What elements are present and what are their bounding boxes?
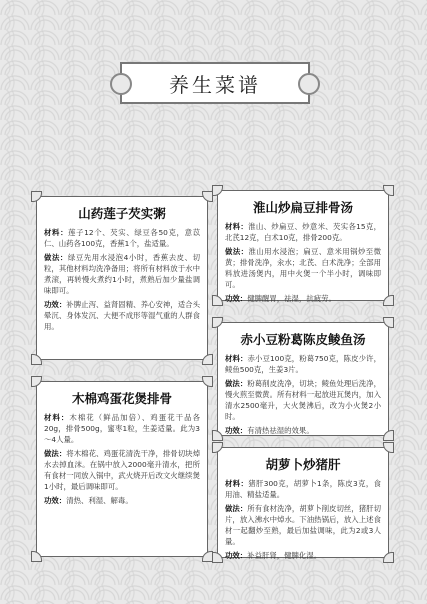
- para-text: 莲子12个、芡实、绿豆各50克，意苡仁、山药各100克，香蕉1个，盐适量。: [44, 228, 200, 248]
- corner-ornament: [202, 376, 213, 387]
- para-label: 功效：: [44, 496, 67, 505]
- recipe-title: 胡萝卜炒猪肝: [265, 457, 341, 472]
- corner-ornament: [212, 185, 223, 196]
- para-text: 粉葛削皮洗净，切块；鲮鱼处理后洗净，慢火煎至微黄。所有材料一起放进瓦煲内，加入清水2500毫升，大火煲沸后，改为小火煲2小时。: [225, 379, 381, 421]
- para-text: 木棉花（鲜品加倍）、鸡蛋花干品各20g，排骨500g，蜜枣1粒，生姜适量。此为3～4人量。: [44, 413, 200, 444]
- method-paragraph: [225, 378, 381, 422]
- method-paragraph: [44, 448, 200, 492]
- page-title-frame: [120, 62, 310, 104]
- benefits-paragraph: [225, 293, 381, 304]
- para-text: 将木棉花、鸡蛋花清洗干净，排骨切块焯水去掉血沫。在锅中放入2000毫升清水，把所有食材一同放入锅中，武火烧开后改文火继续煲1小时，最后调味即可。: [44, 449, 200, 491]
- corner-ornament: [383, 185, 394, 196]
- para-label: 做法：: [225, 247, 249, 256]
- ingredients-paragraph: [225, 353, 381, 375]
- para-text: 补益肝肾，健脾化湿。: [247, 551, 322, 560]
- method-paragraph: [225, 246, 381, 290]
- para-text: 有清热祛湿的效果。: [247, 426, 314, 435]
- benefits-paragraph: [225, 550, 381, 561]
- para-label: 材料：: [44, 413, 70, 422]
- para-text: 淮山、炒扁豆、炒意米、芡实各15克，北芪12克，白术10克，排骨200克。: [225, 222, 381, 242]
- para-label: 材料：: [225, 222, 249, 231]
- ingredients-paragraph: [44, 412, 200, 445]
- recipe-title: 山药莲子芡实粥: [78, 206, 166, 221]
- recipe-card-kapok-ribs-soup: [36, 381, 208, 557]
- page-title: 养生菜谱: [169, 72, 261, 97]
- benefits-paragraph: [44, 299, 200, 332]
- para-label: 材料：: [225, 354, 248, 363]
- corner-ornament: [383, 442, 394, 453]
- corner-ornament: [383, 295, 394, 306]
- corner-ornament: [383, 430, 394, 441]
- corner-ornament: [212, 317, 223, 328]
- recipe-card-yam-bean-ribs-soup: [217, 190, 389, 301]
- para-text: 健脾醒胃，祛湿，抗疲劳。: [247, 294, 336, 303]
- benefits-paragraph: [225, 425, 381, 436]
- para-label: 材料：: [225, 479, 249, 488]
- method-paragraph: [44, 252, 200, 296]
- corner-ornament: [383, 317, 394, 328]
- para-label: 做法：: [44, 449, 67, 458]
- corner-ornament: [212, 430, 223, 441]
- corner-ornament: [31, 551, 42, 562]
- recipe-title: 淮山炒扁豆排骨汤: [252, 200, 353, 215]
- benefits-paragraph: [44, 495, 200, 506]
- corner-ornament: [383, 552, 394, 563]
- para-text: 赤小豆100克，粉葛750克，陈皮少许，鲮鱼500克，生姜3片。: [225, 354, 381, 374]
- recipe-card-yam-lotus-porridge: [36, 196, 208, 360]
- ingredients-paragraph: [44, 227, 200, 249]
- corner-ornament: [31, 354, 42, 365]
- corner-ornament: [31, 191, 42, 202]
- para-label: 做法：: [44, 253, 68, 262]
- corner-ornament: [31, 376, 42, 387]
- para-text: 猪肝300克，胡萝卜1条，陈皮3克，食用油、精盐适量。: [225, 479, 381, 499]
- para-label: 做法：: [225, 379, 248, 388]
- para-text: 清热、利湿、解毒。: [66, 496, 133, 505]
- corner-ornament: [212, 552, 223, 563]
- recipe-card-redbean-dace-soup: [217, 322, 389, 436]
- recipe-title: 赤小豆粉葛陈皮鲮鱼汤: [240, 332, 366, 347]
- para-text: 绿豆先用水浸泡4小时，香蕉去皮、切粒，其他材料均洗净备用；将所有材料放于水中煮滚，再转慢火煮约1小时，煮熟后加少量盐调味即可。: [44, 253, 200, 295]
- para-label: 功效：: [44, 300, 67, 309]
- para-text: 所有食材洗净，胡萝卜削皮切丝，猪肝切片，放入沸水中焯水。下油热锅后，放入上述食材一起翻炒至熟，最后加盐调味，此为2或3人量。: [225, 504, 381, 546]
- corner-ornament: [212, 442, 223, 453]
- para-label: 功效：: [225, 294, 248, 303]
- ingredients-paragraph: [225, 221, 381, 243]
- para-label: 功效：: [225, 426, 248, 435]
- corner-ornament: [212, 295, 223, 306]
- para-label: 做法：: [225, 504, 248, 513]
- recipe-card-carrot-pork-liver: [217, 447, 389, 558]
- para-text: 淮山用水浸泡；扁豆、意米用锅炒至微黄；排骨洗净，汆水；北芪、白术洗净；全部用料放进汤煲内，用中火煲一个半小时，调味即可。: [225, 247, 381, 289]
- para-text: 补脾止泻、益肾固精、养心安神，适合头晕沉、身体发沉、大便不成形等湿气重的人群食用。: [44, 300, 200, 331]
- ingredients-paragraph: [225, 478, 381, 500]
- method-paragraph: [225, 503, 381, 547]
- para-label: 材料：: [44, 228, 69, 237]
- recipe-title: 木棉鸡蛋花煲排骨: [71, 391, 172, 406]
- corner-ornament: [202, 354, 213, 365]
- para-label: 功效：: [225, 551, 248, 560]
